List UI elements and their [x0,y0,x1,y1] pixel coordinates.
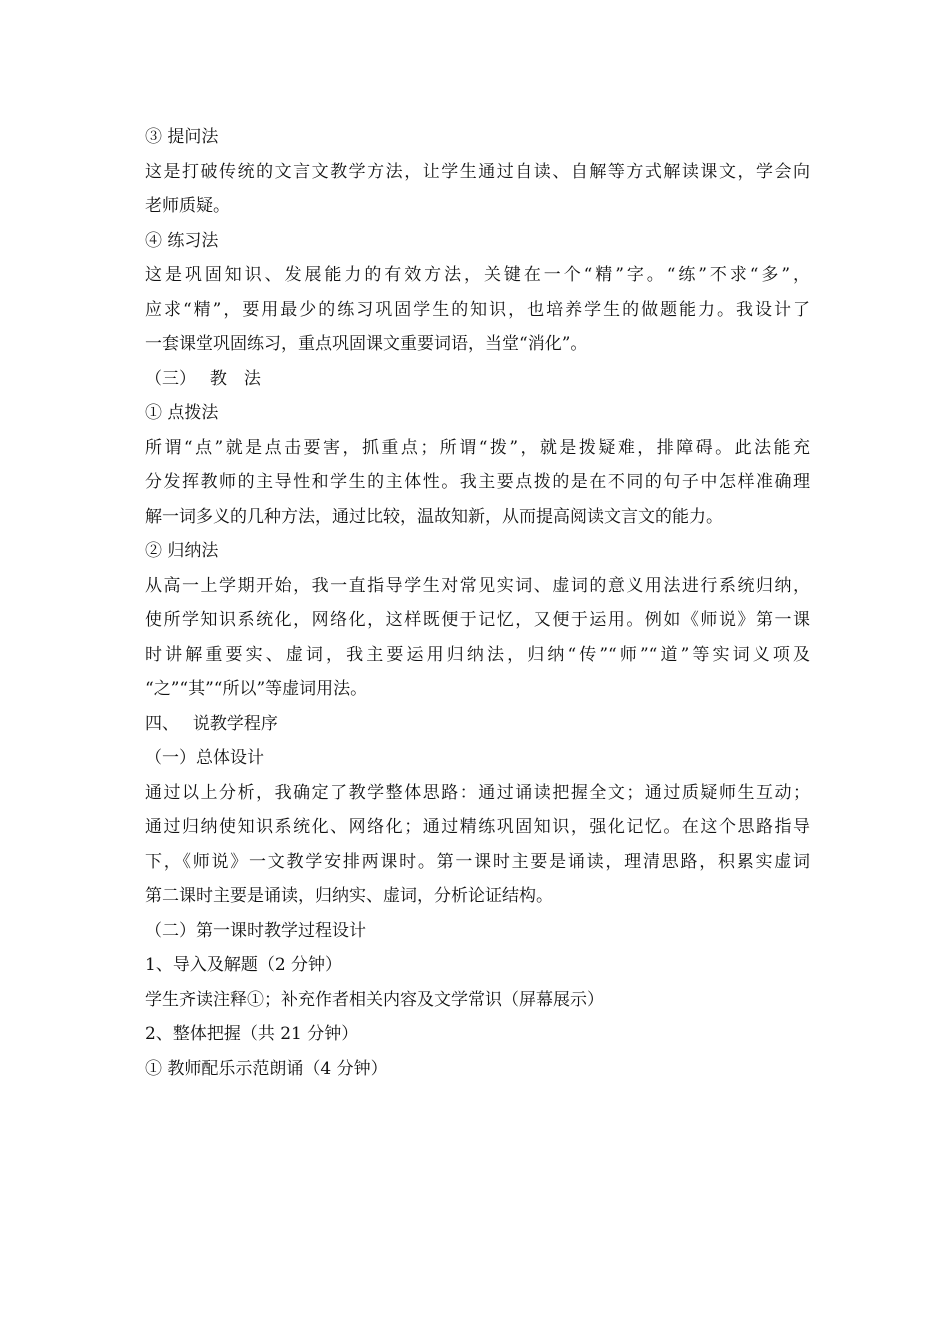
section-heading-teaching-methods: （三） 教 法 [145,368,261,389]
paragraph-line: 分发挥教师的主导性和学生的主体性。我主要点拨的是在不同的句子中怎样准确理 [145,472,810,492]
subheading-induction-method: ② 归纳法 [145,541,219,561]
section-heading-teaching-procedure: 四、 说教学程序 [145,713,278,734]
paragraph-line: 第二课时主要是诵读，归纳实、虚词，分析论证结构。 [145,886,553,906]
subheading-first-lesson-design: （二）第一课时教学过程设计 [145,920,366,941]
paragraph-line: 应求“精”，要用最少的练习巩固学生的知识，也培养学生的做题能力。我设计了 [145,299,810,320]
step-heading-overall-grasp: 2、整体把握（共 21 分钟） [145,1024,359,1044]
paragraph-line: “之”“其”“所以”等虚词用法。 [145,679,368,699]
paragraph-line: 这是巩固知识、发展能力的有效方法，关键在一个“精”字。“练”不求“多”， [145,265,810,285]
subheading-questioning-method: ③ 提问法 [145,127,219,147]
paragraph-line: 所谓“点”就是点击要害，抓重点；所谓“拨”，就是拨疑难，排障碍。此法能充 [145,437,810,458]
paragraph-line: 从高一上学期开始，我一直指导学生对常见实词、虚词的意义用法进行系统归纳， [145,575,810,596]
paragraph-line: 通过以上分析，我确定了教学整体思路：通过诵读把握全文；通过质疑师生互动； [145,782,810,803]
subheading-practice-method: ④ 练习法 [145,230,219,251]
paragraph-line: 下，《师说》一文教学安排两课时。第一课时主要是诵读，理清思路，积累实虚词 [145,851,810,872]
document-body [145,120,810,1086]
step-item-model-reading: ① 教师配乐示范朗诵（4 分钟） [145,1058,388,1079]
paragraph-line: 老师质疑。 [145,196,230,216]
subheading-guidance-method: ① 点拨法 [145,403,219,423]
paragraph-line: 学生齐读注释①；补充作者相关内容及文学常识（屏幕展示） [145,989,604,1010]
paragraph-line: 使所学知识系统化，网络化，这样既便于记忆，又便于运用。例如《师说》第一课 [145,610,810,630]
paragraph-line: 解一词多义的几种方法，通过比较，温故知新，从而提高阅读文言文的能力。 [145,506,723,527]
step-heading-introduction: 1、导入及解题（2 分钟） [145,955,343,975]
paragraph-line: 一套课堂巩固练习，重点巩固课文重要词语，当堂“消化”。 [145,334,588,354]
paragraph-line: 通过归纳使知识系统化、网络化；通过精练巩固知识，强化记忆。在这个思路指导 [145,817,810,837]
paragraph-line: 这是打破传统的文言文教学方法，让学生通过自读、自解等方式解读课文，学会向 [145,161,810,182]
paragraph-line: 时讲解重要实、虚词，我主要运用归纳法，归纳“传”“师”“道”等实词义项及 [145,644,810,665]
subheading-overall-design: （一）总体设计 [145,748,264,768]
